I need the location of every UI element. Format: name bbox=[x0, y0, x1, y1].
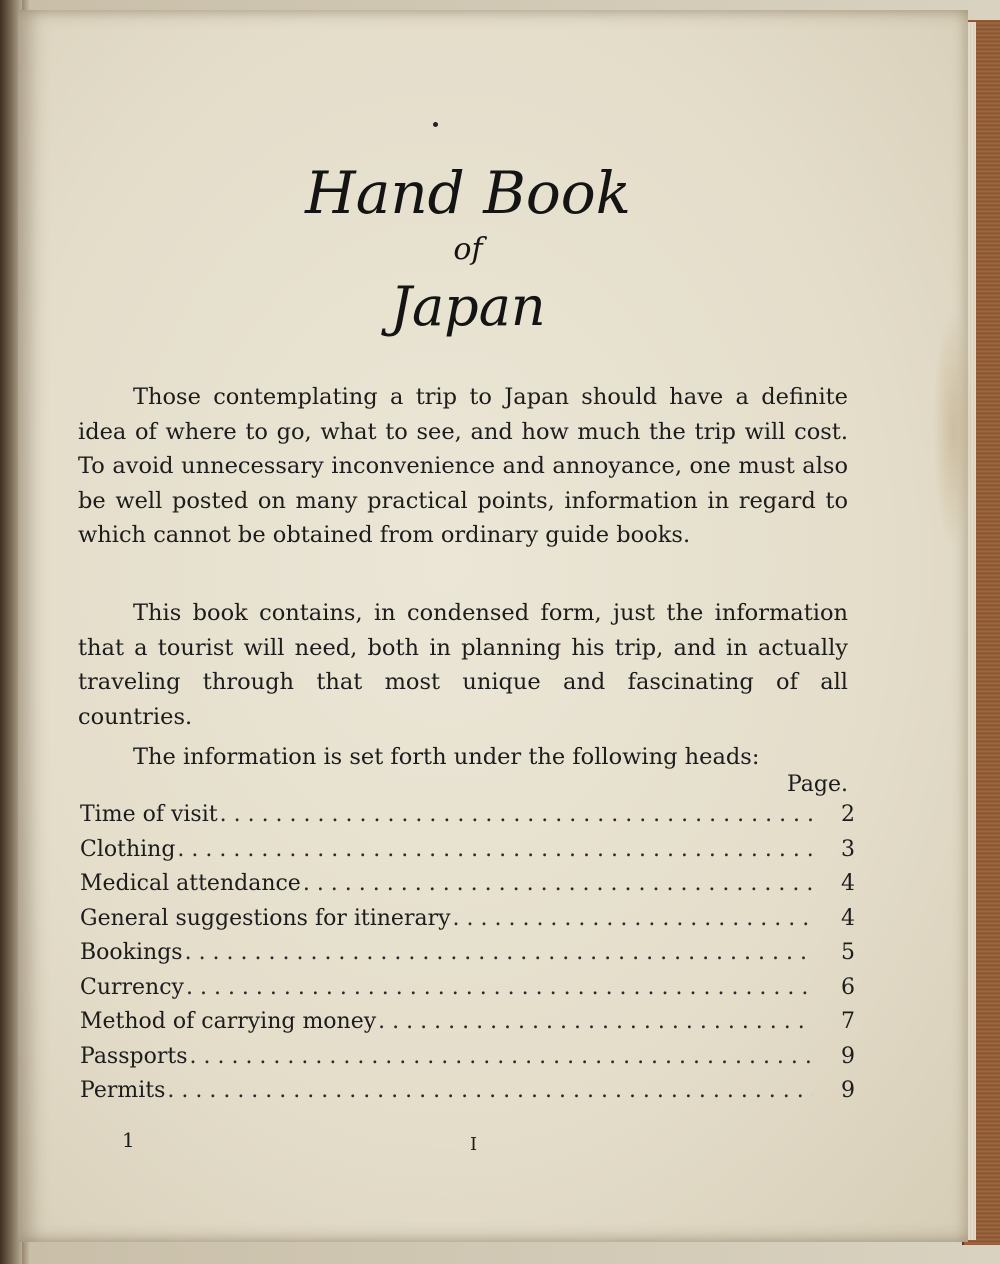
toc-row bbox=[80, 802, 855, 837]
toc-row bbox=[80, 940, 855, 975]
toc-row bbox=[80, 1009, 855, 1044]
toc-page-number: 3 bbox=[841, 836, 855, 862]
water-stain bbox=[933, 310, 973, 550]
toc-row bbox=[80, 1044, 855, 1079]
book-page bbox=[18, 10, 968, 1242]
table-of-contents bbox=[80, 802, 855, 1113]
toc-page-number: 4 bbox=[841, 871, 855, 896]
toc-label: Method of carrying money bbox=[80, 1009, 377, 1034]
toc-row bbox=[80, 975, 855, 1010]
toc-label: Permits bbox=[80, 1078, 166, 1103]
toc-leader-dots bbox=[185, 940, 813, 965]
toc-label: General suggestions for itinerary bbox=[80, 905, 451, 931]
intro-paragraph: Those contemplating a trip to Japan should have a definite idea of where to go, what to see, and how much the trip will cost. To avoid unnecessary inconvenience and annoyance, one must also be well posted on many practical points, information in regard to which cannot be obtained from ordinary guide books. bbox=[78, 384, 848, 548]
folio-center: I bbox=[470, 1134, 478, 1155]
contents-paragraph: This book contains, in condensed form, just the information that a tourist will need, both in planning his trip, and in actually traveling through that most unique and fascinating of all countries. bbox=[78, 600, 848, 730]
toc-page-number: 4 bbox=[841, 905, 855, 931]
toc-row bbox=[80, 906, 855, 941]
toc-label: Currency bbox=[80, 974, 184, 1000]
page-title bbox=[248, 158, 688, 342]
toc-page-number: 2 bbox=[841, 802, 855, 827]
toc-leader-dots bbox=[186, 975, 813, 1000]
folio-left: 1 bbox=[122, 1128, 135, 1152]
title-line-of: of bbox=[453, 232, 483, 267]
toc-label: Clothing bbox=[80, 836, 176, 862]
title-line-japan: Japan bbox=[390, 275, 546, 338]
toc-leader-dots bbox=[190, 1044, 814, 1069]
toc-leader-dots bbox=[220, 802, 813, 827]
ink-dot bbox=[433, 122, 438, 127]
toc-page-number: 7 bbox=[841, 1009, 855, 1034]
toc-label: Medical attendance bbox=[80, 871, 301, 896]
toc-row bbox=[80, 837, 855, 872]
title-line-hand-book: Hand Book bbox=[305, 159, 631, 227]
page-column-label: Page. bbox=[786, 772, 848, 797]
toc-page-number: 5 bbox=[841, 940, 855, 965]
toc-label: Time of visit bbox=[80, 802, 218, 827]
toc-leader-dots bbox=[167, 1078, 813, 1103]
toc-page-number: 6 bbox=[841, 974, 855, 1000]
toc-label: Bookings bbox=[80, 940, 183, 965]
toc-label: Passports bbox=[80, 1043, 188, 1069]
toc-page-number: 9 bbox=[841, 1078, 855, 1103]
toc-leader-dots bbox=[303, 871, 813, 896]
toc-leader-dots bbox=[378, 1009, 813, 1034]
heads-paragraph: The information is set forth under the following heads: bbox=[133, 744, 760, 770]
toc-leader-dots bbox=[177, 837, 813, 862]
toc-row bbox=[80, 871, 855, 906]
toc-page-number: 9 bbox=[841, 1043, 855, 1069]
toc-row bbox=[80, 1078, 855, 1113]
toc-leader-dots bbox=[453, 906, 813, 931]
